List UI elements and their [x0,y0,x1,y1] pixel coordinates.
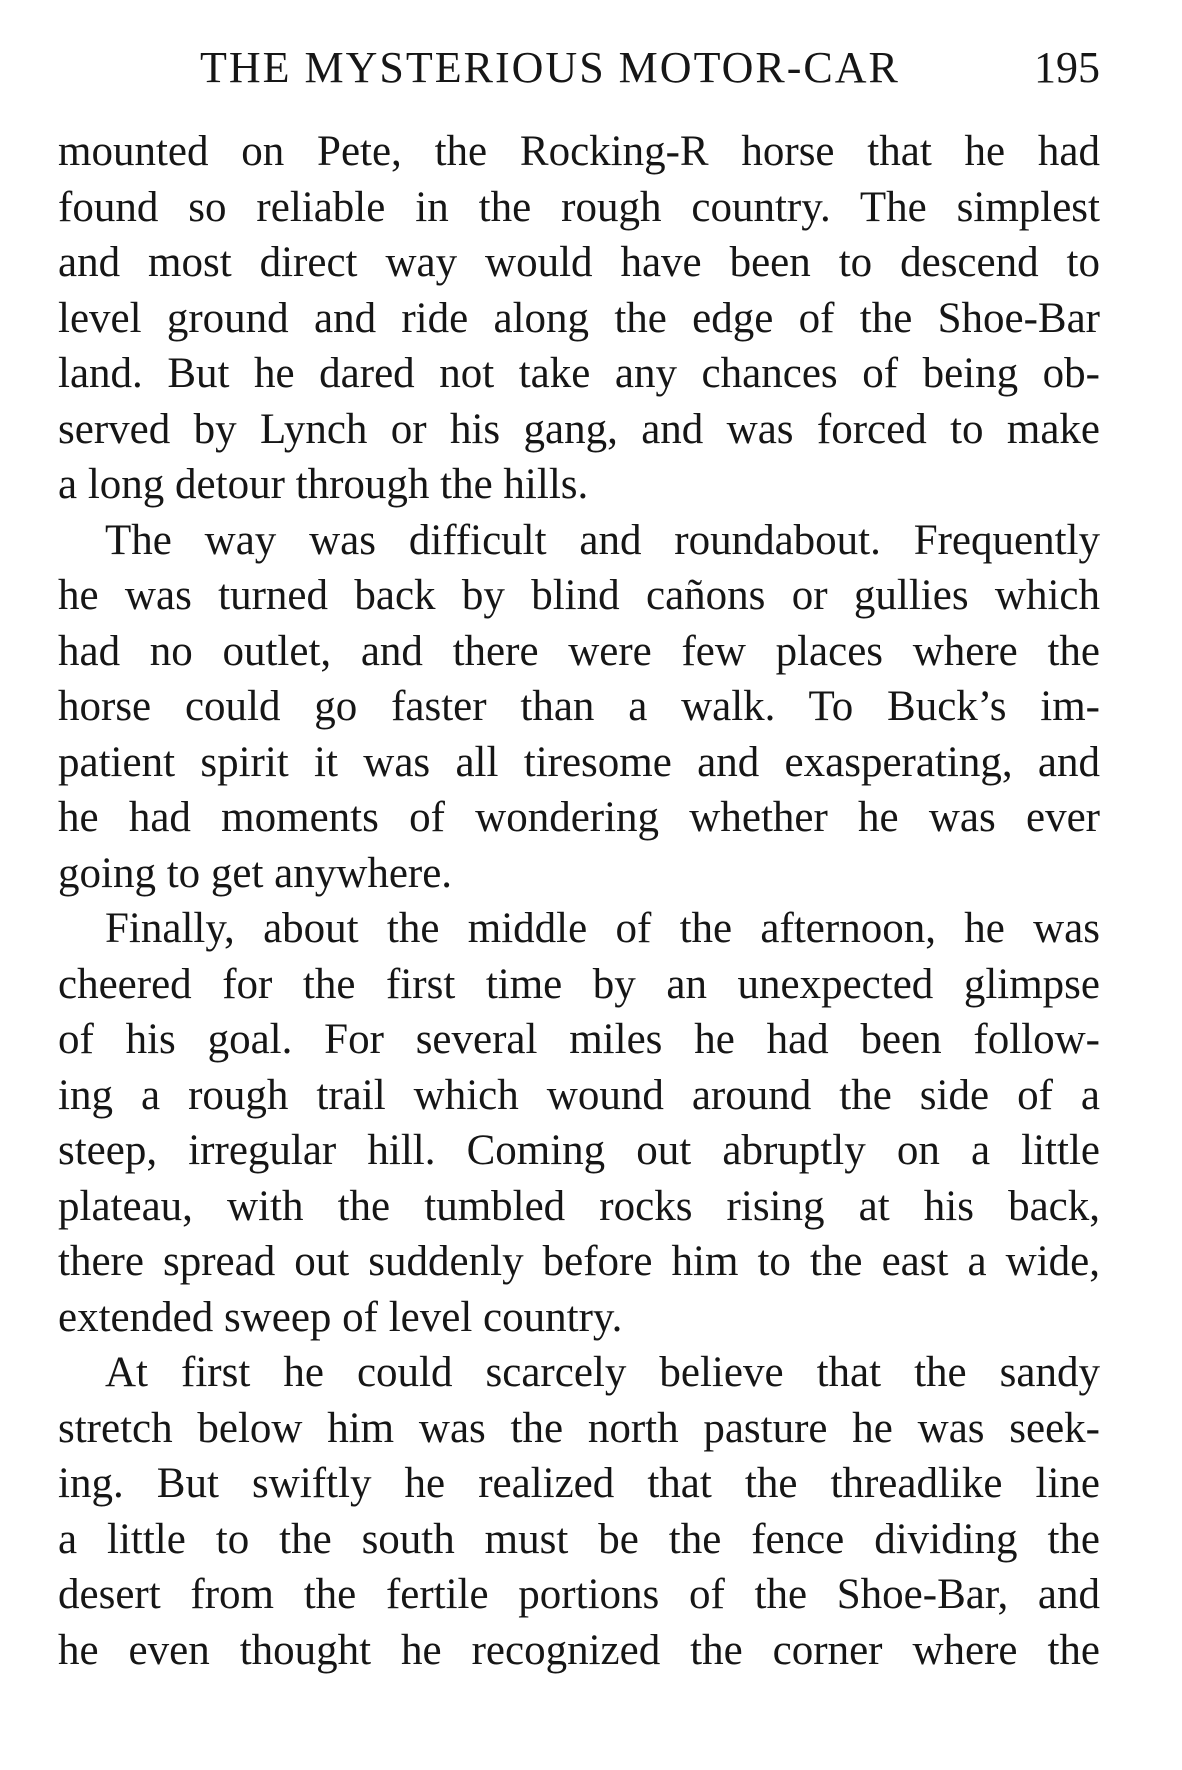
text-line: found so reliable in the rough country. The simplest [58,183,1100,231]
text-line: he had moments of wondering whether he was ever [58,794,1100,841]
text-line: going to get anywhere. [58,849,453,897]
text-line: The way was difficult and roundabout. Frequently [105,516,1100,564]
text-line: patient spirit it was all tiresome and exasperating, and [58,738,1100,786]
text-line: Finally, about the middle of the afternoon, he was [105,905,1100,952]
text-line: cheered for the first time by an unexpected glimpse [58,960,1100,1008]
text-line: had no outlet, and there were few places where the [58,627,1100,675]
paragraph-3 [58,901,1100,1345]
paragraph-4 [58,1345,1100,1678]
text-line: a long detour through the hills. [58,461,589,508]
page-header [58,38,1100,98]
text-line: desert from the fertile portions of the Shoe-Bar, and [58,1571,1100,1618]
text-line: ing a rough trail which wound around the side of a [58,1071,1100,1119]
text-line: mounted on Pete, the Rocking-R horse that he had [58,128,1100,175]
page-number: 195 [1034,43,1100,92]
text-line: he was turned back by blind cañons or gullies which [58,572,1100,619]
text-line: stretch below him was the north pasture he was seek- [58,1404,1100,1452]
text-line: horse could go faster than a walk. To Buck’s im- [58,683,1100,730]
text-line: he even thought he recognized the corner where the [58,1626,1100,1674]
running-title: THE MYSTERIOUS MOTOR-CAR [200,43,900,92]
text-line: and most direct way would have been to descend to [58,239,1100,286]
text-line: At first he could scarcely believe that the sandy [105,1349,1100,1396]
text-line: of his goal. For several miles he had been follow- [58,1016,1100,1063]
text-line: land. But he dared not take any chances of being ob- [58,350,1100,397]
text-line: there spread out suddenly before him to the east a wide, [58,1238,1100,1285]
text-line: plateau, with the tumbled rocks rising at his back, [58,1182,1100,1230]
paragraph-1 [58,124,1100,513]
text-line: a little to the south must be the fence dividing the [58,1515,1100,1563]
text-line: level ground and ride along the edge of the Shoe-Bar [58,294,1100,342]
text-line: ing. But swiftly he realized that the threadlike line [58,1460,1100,1507]
text-line: extended sweep of level country. [58,1293,623,1341]
body-text [58,124,1100,1678]
paragraph-2 [58,513,1100,902]
text-line: steep, irregular hill. Coming out abruptly on a little [58,1127,1100,1174]
text-line: served by Lynch or his gang, and was forced to make [58,405,1100,453]
